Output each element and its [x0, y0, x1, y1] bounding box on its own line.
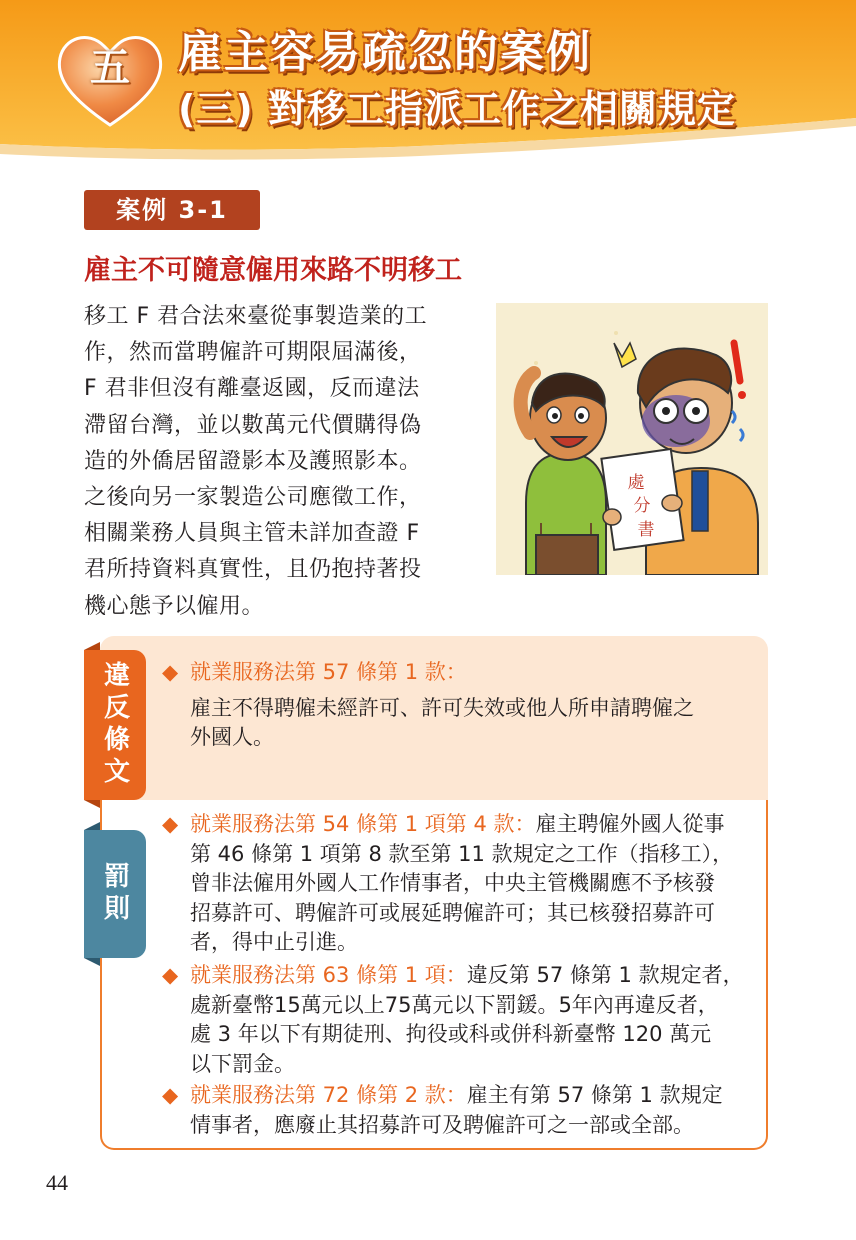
penalty-tab: 罰則: [84, 830, 146, 958]
page-title: 雇主容易疏忽的案例: [178, 27, 592, 78]
tab-shadow: [84, 642, 100, 650]
penalty-item: [162, 810, 762, 958]
tab-shadow: [84, 800, 100, 808]
case-body-line: 作，然而當聘僱許可期限屆滿後，: [84, 340, 422, 366]
notice-char: 分: [633, 496, 651, 516]
law-text-line: 者，得中止引進。: [190, 930, 358, 954]
diamond-bullet-icon: ◆: [162, 963, 179, 987]
diamond-bullet-icon: ◆: [162, 1083, 179, 1107]
law-reference: 就業服務法第 63 條第 1 項：: [190, 963, 467, 987]
case-body-line: 滯留台灣，並以數萬元代價購得偽: [84, 412, 422, 438]
notice-char: 處: [627, 473, 645, 493]
case-body: [84, 299, 468, 625]
violation-item: [162, 658, 762, 753]
law-text-line: 雇主不得聘僱未經許可、許可失效或他人所申請聘僱之: [190, 695, 694, 720]
case-body-line: 君所持資料真實性，且仍抱持著投: [84, 557, 422, 583]
tab-shadow: [84, 958, 100, 966]
cartoon-workers-icon: [496, 303, 768, 575]
tab-shadow: [84, 822, 100, 830]
law-text: 違反第 57 條第 1 款規定者，: [466, 963, 744, 987]
section-number: 五: [90, 44, 130, 91]
law-reference: 就業服務法第 57 條第 1 款：: [190, 660, 467, 684]
case-body-line: 造的外僑居留證影本及護照影本。: [84, 448, 422, 474]
violation-tab: 違反條文: [84, 650, 146, 800]
case-body-line: 相關業務人員與主管未詳加查證 F: [84, 521, 420, 547]
penalty-item: [162, 961, 762, 1079]
law-text: 雇主有第 57 條第 1 款規定: [466, 1083, 723, 1107]
law-text-line: 情事者，應廢止其招募許可及聘僱許可之一部或全部。: [190, 1112, 694, 1137]
law-text-line: 處 3 年以下有期徒刑、拘役或科或併科新臺幣 120 萬元: [190, 1022, 712, 1046]
case-tag: 案例 3-1: [84, 190, 260, 230]
case-body-line: F 君非但沒有離臺返國，反而違法: [84, 376, 420, 402]
case-title: 雇主不可隨意僱用來路不明移工: [84, 255, 462, 286]
header-banner: [0, 0, 856, 165]
case-illustration: [496, 303, 768, 575]
law-text: 雇主聘僱外國人從事: [535, 812, 725, 836]
case-body-line: 移工 F 君合法來臺從事製造業的工: [84, 304, 428, 329]
law-text-line: 第 46 條第 1 項第 8 款至第 11 款規定之工作（指移工），: [190, 841, 734, 866]
law-reference: 就業服務法第 54 條第 1 項第 4 款：: [190, 812, 536, 836]
case-body-line: 之後向另一家製造公司應徵工作，: [84, 485, 422, 511]
law-text-line: 招募許可、聘僱許可或展延聘僱許可；其已核發招募許可: [190, 900, 715, 925]
diamond-bullet-icon: ◆: [162, 660, 179, 684]
law-text-line: 處新臺幣15萬元以上75萬元以下罰鍰。5年內再違反者，: [190, 992, 719, 1017]
penalty-item: [162, 1081, 762, 1140]
page-number: 44: [46, 1170, 68, 1195]
law-text-line: 外國人。: [190, 725, 274, 749]
law-reference: 就業服務法第 72 條第 2 款：: [190, 1083, 467, 1107]
case-body-line: 機心態予以僱用。: [84, 593, 265, 619]
diamond-bullet-icon: ◆: [162, 812, 179, 836]
law-text-line: 以下罰金。: [190, 1051, 295, 1076]
page-subtitle: (三) 對移工指派工作之相關規定: [178, 87, 736, 131]
notice-char: 書: [637, 520, 655, 540]
law-text-line: 曾非法僱用外國人工作情事者，中央主管機關應不予核發: [190, 871, 715, 895]
